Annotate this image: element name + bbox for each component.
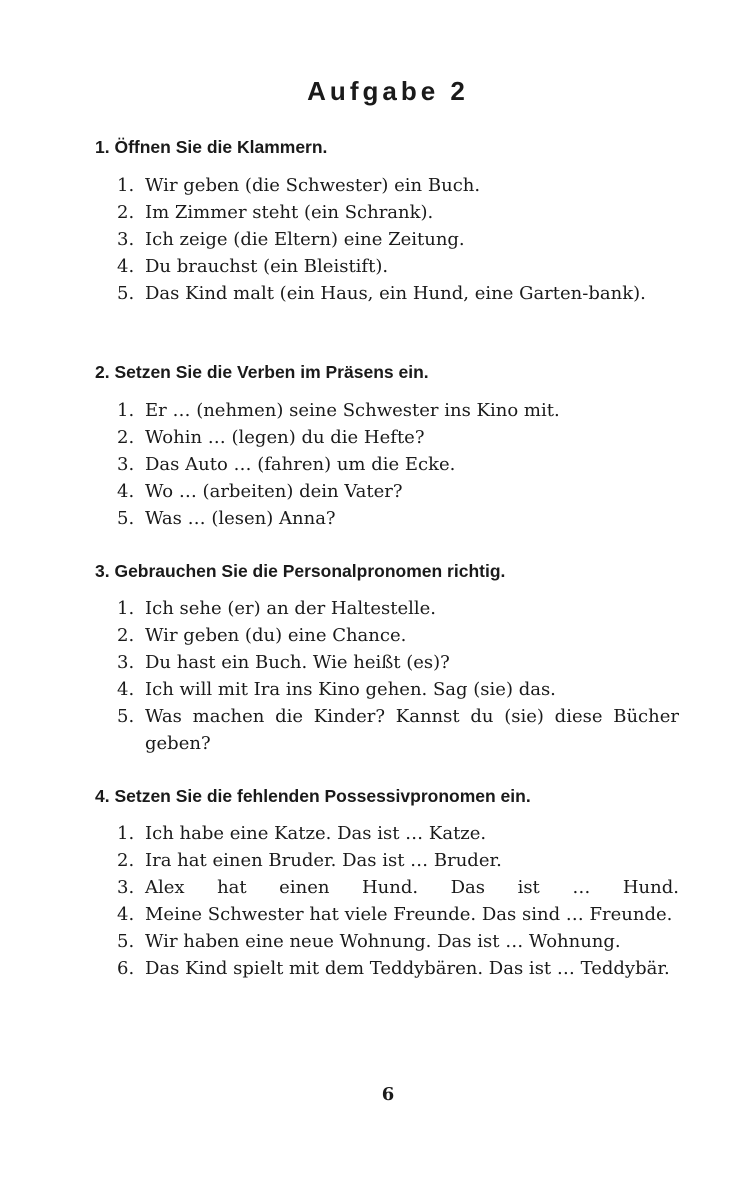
list-item: 2. Ira hat einen Bruder. Das ist … Bruder. xyxy=(117,850,502,871)
section-heading: 4. Setzen Sie die fehlenden Possessivpronomen ein. xyxy=(95,786,531,806)
list-item: 2. Im Zimmer steht (ein Schrank). xyxy=(117,202,434,223)
page-number: 6 xyxy=(381,1084,395,1105)
list-item: 3. Alex hat einen Hund. Das ist … Hund. xyxy=(117,877,679,898)
list-item: 1. Er … (nehmen) seine Schwester ins Kino mit. xyxy=(117,400,560,421)
page-title: Aufgabe 2 xyxy=(307,76,469,106)
list-item: 1. Ich sehe (er) an der Haltestelle. xyxy=(117,598,437,619)
list-item: 2. Wohin … (legen) du die Hefte? xyxy=(117,427,425,448)
exercise-list xyxy=(117,397,679,532)
section-heading: 1. Öffnen Sie die Klammern. xyxy=(95,137,328,157)
section-heading: 2. Setzen Sie die Verben im Präsens ein. xyxy=(95,362,429,382)
list-item: 3. Ich zeige (die Eltern) eine Zeitung. xyxy=(117,229,465,250)
list-item: 4. Meine Schwester hat viele Freunde. Das sind … Freunde. xyxy=(117,904,673,925)
list-item: 2. Wir geben (du) eine Chance. xyxy=(117,625,407,646)
list-item: 4. Wo … (arbeiten) dein Vater? xyxy=(117,481,403,502)
list-item: 5. Was machen die Kinder? Kannst du (sie) diese Bücher geben? xyxy=(117,706,679,754)
list-item: 5. Das Kind malt (ein Haus, ein Hund, eine Garten-bank). xyxy=(117,283,646,304)
exercise-list xyxy=(117,595,679,757)
list-item: 5. Wir haben eine neue Wohnung. Das ist … Wohnung. xyxy=(117,931,621,952)
list-item: 4. Ich will mit Ira ins Kino gehen. Sag (sie) das. xyxy=(117,679,556,700)
exercise-list xyxy=(117,172,679,307)
list-item: 5. Was … (lesen) Anna? xyxy=(117,508,336,529)
exercise-list xyxy=(117,820,679,982)
list-item: 4. Du brauchst (ein Bleistift). xyxy=(117,256,389,277)
list-item: 3. Das Auto … (fahren) um die Ecke. xyxy=(117,454,456,475)
section-heading: 3. Gebrauchen Sie die Personalpronomen richtig. xyxy=(95,561,506,581)
list-item: 1. Ich habe eine Katze. Das ist … Katze. xyxy=(117,823,487,844)
list-item: 1. Wir geben (die Schwester) ein Buch. xyxy=(117,175,481,196)
list-item: 3. Du hast ein Buch. Wie heißt (es)? xyxy=(117,652,450,673)
list-item: 6. Das Kind spielt mit dem Teddybären. Das ist … Teddybär. xyxy=(117,958,670,979)
